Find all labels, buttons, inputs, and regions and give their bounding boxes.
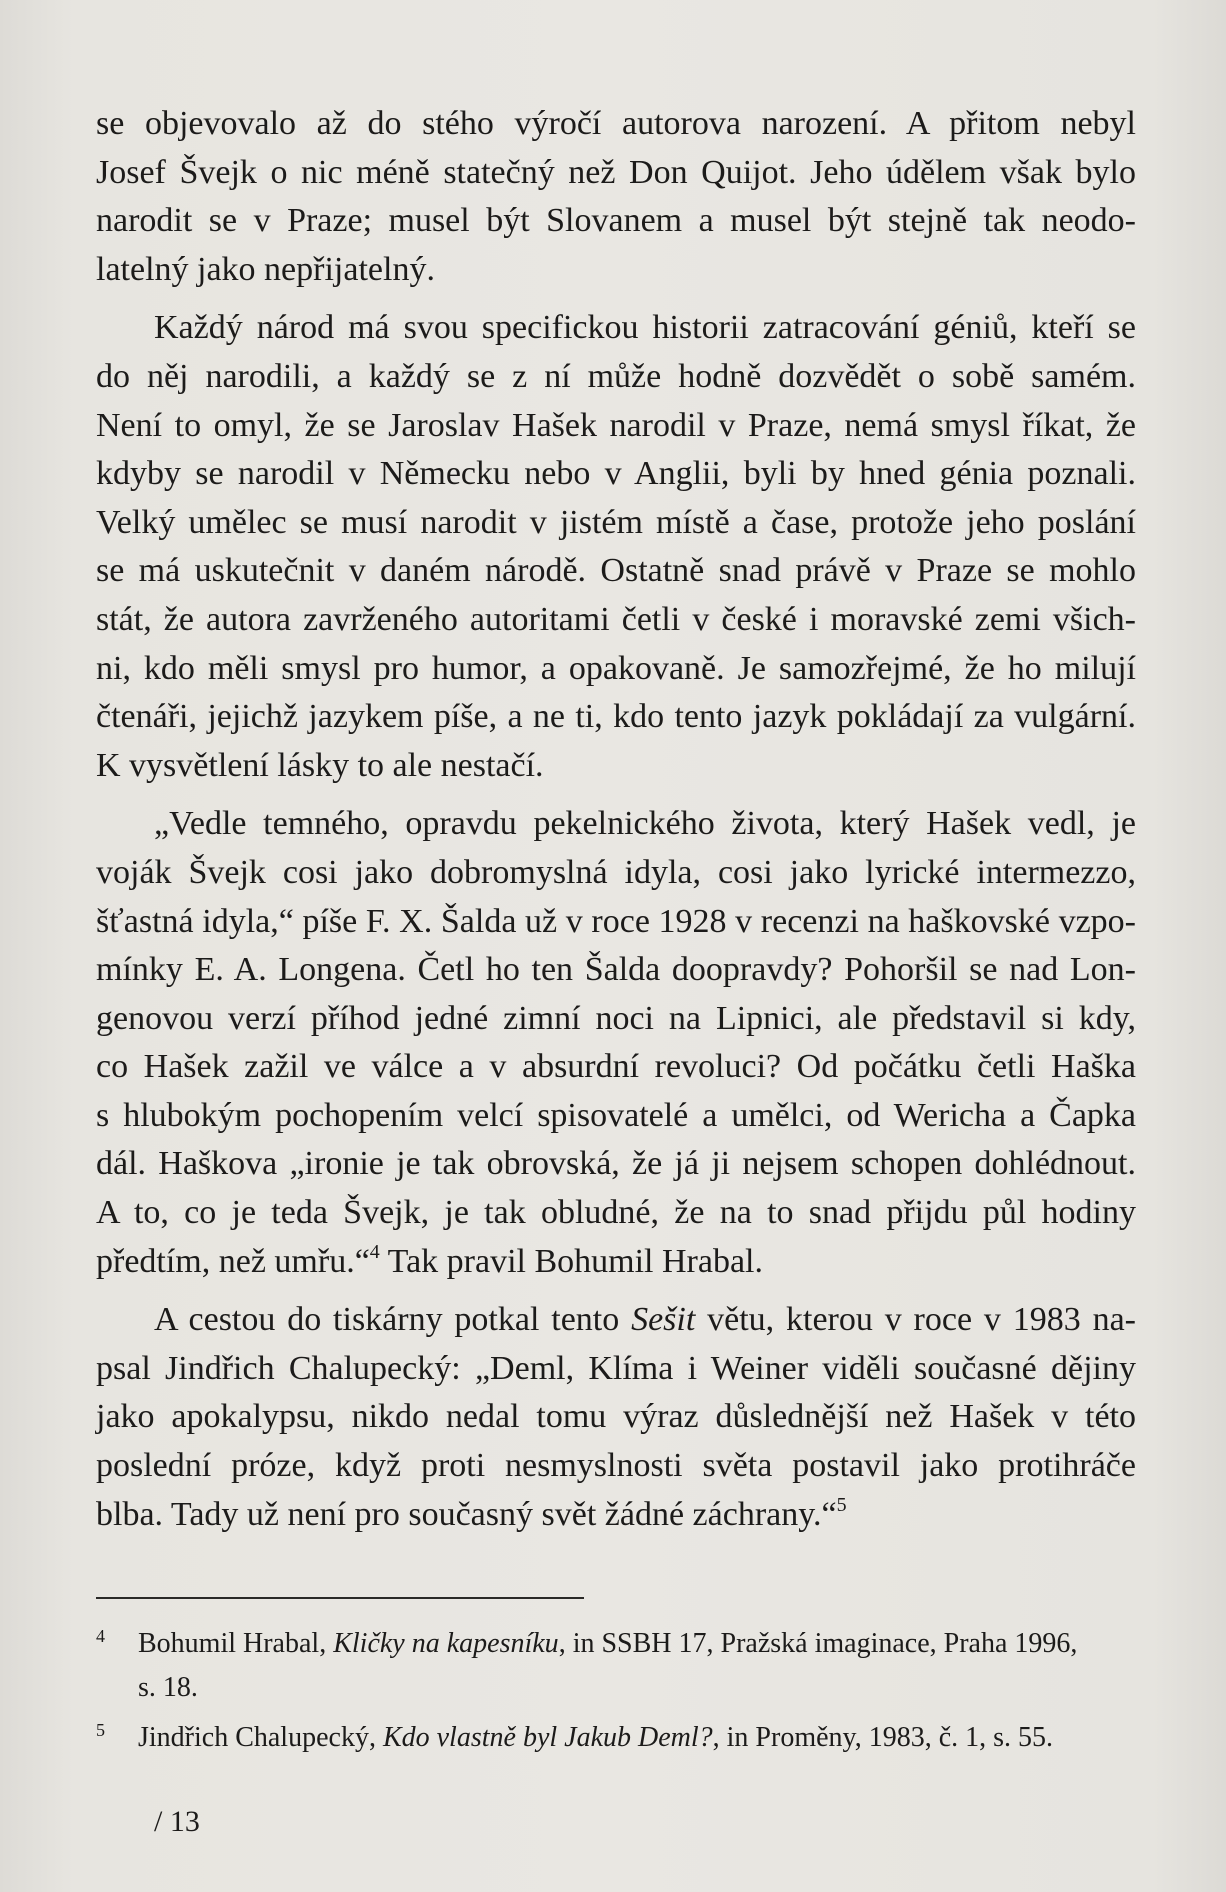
- text-line: ni, kdo měli smysl pro humor, a opakovaně. Je samozřejmé, že ho milují: [96, 649, 1136, 687]
- text-fragment: větu, kterou v roce v 1983 na-: [695, 1301, 1136, 1339]
- footnote-author: Jindřich Chalupecký,: [138, 1722, 383, 1753]
- text-line: „Vedle temného, opravdu pekelnického života, který Hašek vedl, je: [154, 805, 1136, 843]
- footnote-5: [96, 1716, 1146, 1760]
- footnote-details: , in SSBH 17, Pražská imaginace, Praha 1996,: [558, 1628, 1078, 1659]
- italic-title: Sešit: [631, 1301, 696, 1339]
- text-line: psal Jindřich Chalupecký: „Deml, Klíma i Weiner viděli současné dějiny: [96, 1349, 1136, 1387]
- page-number: / 13: [154, 1805, 200, 1838]
- text-line: [96, 1491, 1136, 1540]
- paragraph-1: [96, 100, 1136, 294]
- text-fragment: A cestou do tiskárny potkal tento: [154, 1301, 632, 1339]
- footnote-separator: [96, 1597, 584, 1599]
- text-line: Každý národ má svou specifickou historii zatracování géniů, kteří se: [154, 309, 1136, 347]
- text-line: [96, 1296, 1136, 1345]
- footnote-details-cont: s. 18.: [138, 1672, 198, 1703]
- footnote-reference[interactable]: 5: [836, 1493, 847, 1516]
- text-line: genovou verzí příhod jedné zimní noci na Lipnici, ale představil si kdy,: [96, 999, 1136, 1037]
- text-line: co Hašek zažil ve válce a v absurdní revoluci? Od počátku četli Haška: [96, 1048, 1136, 1086]
- text-line: Není to omyl, že se Jaroslav Hašek narodil v Praze, nemá smysl říkat, že: [96, 406, 1136, 444]
- text-fragment: předtím, než umřu.“: [96, 1242, 370, 1280]
- footnote-title: Kdo vlastně byl Jakub Deml?: [382, 1722, 713, 1753]
- paragraph-4: [96, 1296, 1136, 1539]
- footnote-number: 4: [96, 1626, 105, 1646]
- text-fragment: Tak pravil Bohumil Hrabal.: [379, 1242, 763, 1280]
- text-line: latelný jako nepřijatelný.: [96, 250, 435, 288]
- text-line: jako apokalypsu, nikdo nedal tomu výraz důslednější než Hašek v této: [96, 1398, 1136, 1436]
- text-line: šťastná idyla,“ píše F. X. Šalda už v roce 1928 v recenzi na haškovské vzpo-: [96, 902, 1136, 940]
- paragraph-2: [96, 304, 1136, 790]
- text-line: A to, co je teda Švejk, je tak obludné, že na to snad přijdu půl hodiny: [96, 1194, 1136, 1232]
- footnotes: [96, 1622, 1146, 1760]
- text-line: mínky E. A. Longena. Četl ho ten Šalda doopravdy? Pohoršil se nad Lon-: [96, 951, 1136, 989]
- text-line: se má uskutečnit v daném národě. Ostatně snad právě v Praze se mohlo: [96, 552, 1136, 590]
- footnote-number: 5: [96, 1720, 105, 1740]
- text-line: narodit se v Praze; musel být Slovanem a musel být stejně tak neodo-: [96, 202, 1136, 240]
- text-line: voják Švejk cosi jako dobromyslná idyla, cosi jako lyrické intermezzo,: [96, 853, 1136, 891]
- text-line: stát, že autora zavrženého autoritami četli v české i moravské zemi všich-: [96, 600, 1136, 638]
- footnote-reference[interactable]: 4: [369, 1240, 380, 1263]
- text-line: dál. Haškova „ironie je tak obrovská, že já ji nejsem schopen dohlédnout.: [96, 1145, 1136, 1183]
- footnote-4: [96, 1622, 1146, 1710]
- text-line: se objevovalo až do stého výročí autorova narození. A přitom nebyl: [96, 105, 1136, 142]
- text-line: s hlubokým pochopením velcí spisovatelé a umělci, od Wericha a Čapka: [96, 1096, 1136, 1134]
- text-line: čtenáři, jejichž jazykem píše, a ne ti, kdo tento jazyk pokládají za vulgární.: [96, 698, 1136, 736]
- text-line: K vysvětlení lásky to ale nestačí.: [96, 746, 544, 784]
- text-line: do něj narodili, a každý se z ní může hodně dozvědět o sobě samém.: [96, 357, 1136, 395]
- text-line: poslední próze, když proti nesmyslnosti světa postavil jako protihráče: [96, 1447, 1136, 1485]
- text-line: kdyby se narodil v Německu nebo v Anglii, byli by hned génia poznali.: [96, 455, 1136, 493]
- footnote-author: Bohumil Hrabal,: [138, 1628, 334, 1659]
- text-line: Velký umělec se musí narodit v jistém místě a čase, protože jeho poslání: [96, 503, 1136, 541]
- body-text: [96, 100, 1136, 1539]
- text-line: Josef Švejk o nic méně statečný než Don Quijot. Jeho údělem však bylo: [96, 153, 1136, 191]
- text-line: [96, 1238, 1136, 1287]
- paragraph-3: [96, 800, 1136, 1286]
- footnote-details: , in Proměny, 1983, č. 1, s. 55.: [712, 1722, 1054, 1753]
- footnote-title: Kličky na kapesníku: [333, 1628, 559, 1659]
- text-fragment: blba. Tady už není pro současný svět žádné záchrany.“: [96, 1495, 837, 1533]
